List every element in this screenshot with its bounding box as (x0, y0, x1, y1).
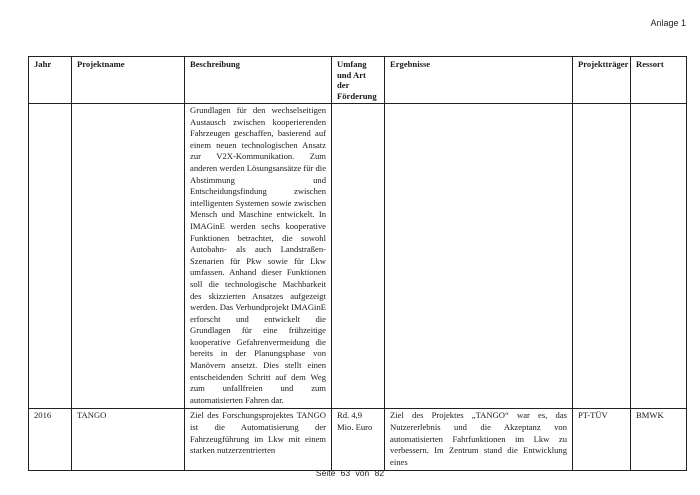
footer-page-label: Seite (315, 468, 336, 478)
header-projekttraeger: Projektträger (573, 57, 631, 104)
page-footer (0, 468, 700, 478)
footer-page-total: 82 (374, 468, 385, 478)
table-row (29, 409, 687, 471)
cell-umfang: Rd. 4,9 Mio. Euro (332, 409, 385, 471)
cell-ergebnisse: Ziel des Projektes „TANGO“ war es, das Nutzererlebnis und die Akzeptanz von automatisierten Fahrfunktionen im Lkw zu verbessern. Im Zentrum stand die Entwicklung eines (385, 409, 573, 471)
table-row (29, 104, 687, 409)
project-table (28, 56, 687, 471)
footer-separator: von (355, 468, 370, 478)
cell-ressort (631, 104, 687, 409)
cell-projekttraeger: PT-TÜV (573, 409, 631, 471)
header-jahr: Jahr (29, 57, 72, 104)
cell-jahr (29, 104, 72, 409)
header-ergebnisse: Ergebnisse (385, 57, 573, 104)
header-projektname: Projektname (72, 57, 185, 104)
cell-beschreibung: Grundlagen für den wechselseitigen Austausch zwischen kooperierenden Fahrzeugen geschaffen, basierend auf einem neuen technologischen Ansatz zur V2X-Kommunikation. Zum anderen werden Lösungsansätze für die Abstimmung und Entscheidungsfindung zwischen intelligenten Systemen sowie zwischen Mensch und Maschine entwickelt. In IMAGinE werden sechs kooperative Funktionen betrachtet, die sowohl Autobahn- als auch Landstraßen-Szenarien für Pkw sowie für Lkw umfassen. Anhand dieser Funktionen soll die technologische Machbarkeit des skizzierten Ansatzes aufgezeigt werden. Das Verbundprojekt IMAGinE erforscht und entwickelt die Grundlagen für eine frühzeitige kooperative Gefahrenvermeidung die bereits in der Planungsphase von Manövern ansetzt. Dies stellt einen entscheidenden Schritt auf dem Weg zum unfallfreien und zum automatisierten Fahren dar. (185, 104, 332, 409)
header-beschreibung: Beschreibung (185, 57, 332, 104)
cell-projektname: TANGO (72, 409, 185, 471)
cell-ergebnisse (385, 104, 573, 409)
header-umfang: Umfang und Art der Förderung (332, 57, 385, 104)
cell-ressort: BMWK (631, 409, 687, 471)
header-ressort: Ressort (631, 57, 687, 104)
footer-page-number: 63 (340, 468, 351, 478)
cell-projektname (72, 104, 185, 409)
cell-umfang (332, 104, 385, 409)
cell-projekttraeger (573, 104, 631, 409)
page-header-annex-label: Anlage 1 (650, 18, 686, 28)
cell-beschreibung: Ziel des Forschungsprojektes TANGO ist die Automatisierung der Fahrzeugführung im Lkw mit einem starken nutzerzentrierten (185, 409, 332, 471)
cell-jahr: 2016 (29, 409, 72, 471)
table-header-row (29, 57, 687, 104)
